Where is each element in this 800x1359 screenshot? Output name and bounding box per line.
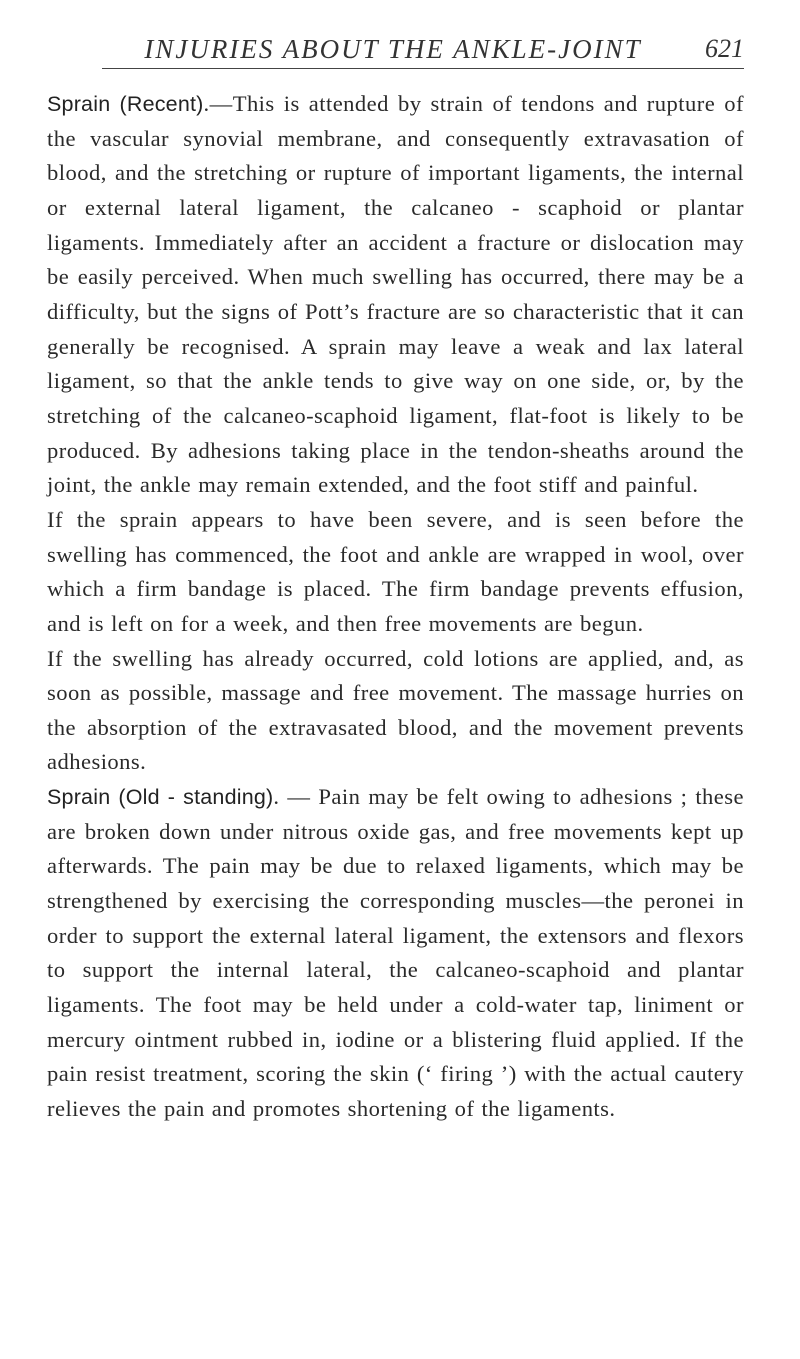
section-heading-sprain-old-standing: Sprain (Old - standing) [47,785,274,810]
paragraph-severe-sprain [47,503,744,642]
paragraph-text: Pain may be felt owing to adhesions ; these are broken down under nitrous oxide gas, and free movements kept up afterwards. The pain may be due to relaxed ligaments, which may be strengthened by exercising the corresponding muscles—the peronei in order to support the external lateral ligament, the extensors and flexors to support the internal lateral, the calcaneo-scaphoid and plantar ligaments. The foot may be held under a cold-water tap, liniment or mercury ointment rubbed in, iodine or a blistering fluid applied. If the pain resist treatment, scoring the skin (‘ firing ’) with the actual cautery relieves the pain and promotes shortening of the ligaments. [47,784,744,1122]
heading-punctuation: .— [203,91,233,116]
paragraph-text: If the swelling has already occurred, cold lotions are applied, and, as soon as possible, massage and free movement. The massage hurries on the absorption of the extravasated blood, and the movement prevents adhesions. [47,645,744,775]
paragraph-text: If the sprain appears to have been severe, and is seen before the swelling has commenced, the foot and ankle are wrapped in wool, over which a firm bandage is placed. The firm bandage prevents effusion, and is left on for a week, and then free movements are begun. [47,506,744,636]
body-text [47,87,744,1127]
paragraph-text: This is attended by strain of tendons and rupture of the vascular synovial membrane, and consequently extravasation of blood, and the stretching or rupture of important ligaments, the internal or external lateral ligament, the calcaneo - scaphoid or plantar ligaments. Immediately after an accident a fracture or dislocation may be easily perceived. When much swelling has occurred, there may be a difficulty, but the signs of Pott’s fracture are so characteristic that it can generally be recognised. A sprain may leave a weak and lax lateral ligament, so that the ankle tends to give way on one side, or, by the stretching of the calcaneo-scaphoid ligament, flat-foot is likely to be produced. By adhesions taking place in the tendon-sheaths around the joint, the ankle may remain extended, and the foot stiff and painful. [47,91,744,498]
paragraph-swelling-occurred [47,642,744,781]
running-title: INJURIES ABOUT THE ANKLE-JOINT [144,34,642,64]
section-heading-sprain-recent: Sprain (Recent) [47,92,204,116]
paragraph-sprain-old-standing [47,780,744,1127]
running-head [102,34,744,69]
heading-punctuation: . — [273,784,319,810]
paragraph-sprain-recent [47,87,744,503]
page-number: 621 [705,34,744,63]
book-page [47,34,744,1127]
